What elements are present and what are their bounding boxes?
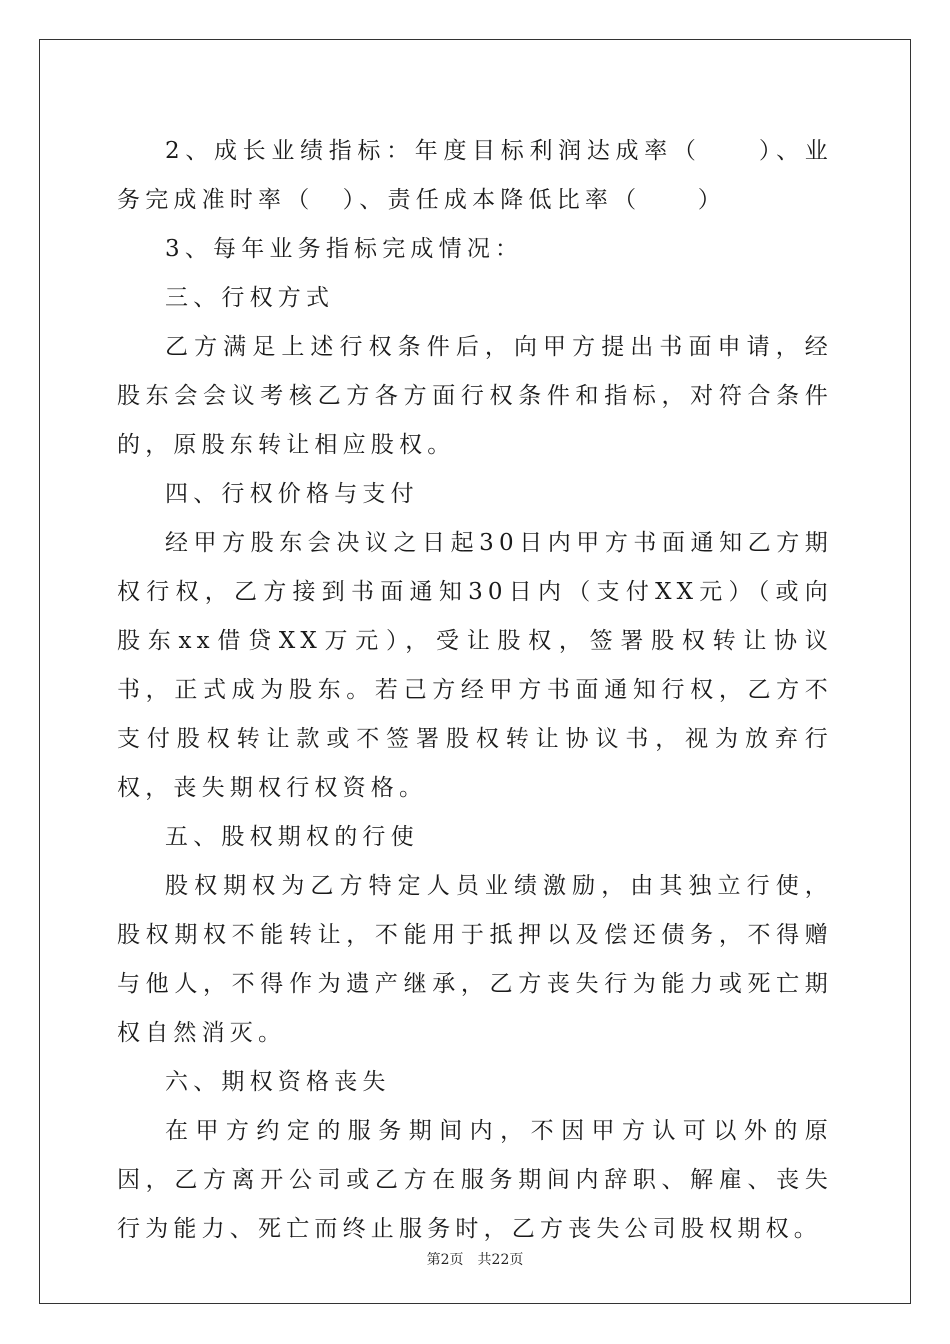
paragraph-exercise-method: 乙方满足上述行权条件后，向甲方提出书面申请，经股东会会议考核乙方各方面行权条件和指标，对符合条件的，原股东转让相应股权。	[117, 334, 833, 458]
paragraph-option-forfeiture: 在甲方约定的服务期间内，不因甲方认可以外的原因，乙方离开公司或乙方在服务期间内辞职、解雇、丧失行为能力、死亡而终止服务时，乙方丧失公司股权期权。	[117, 1118, 833, 1242]
paragraph-growth-metrics: 2、成长业绩指标：年度目标利润达成率（ ）、业务完成准时率（ ）、责任成本降低比率（ ）	[117, 138, 833, 213]
heading-option-forfeiture: 六、期权资格丧失	[165, 1069, 391, 1095]
heading-exercise-price-payment: 四、行权价格与支付	[165, 481, 419, 507]
paragraph-exercise-price-payment: 经甲方股东会决议之日起30日内甲方书面通知乙方期权行权，乙方接到书面通知30日内（支付XX元）（或向股东xx借贷XX万元），受让股权，签署股权转让协议书，正式成为股东。若己方经甲方书面通知行权，乙方不支付股权转让款或不签署股权转让协议书，视为放弃行权，丧失期权行权资格。	[117, 530, 833, 801]
heading-exercise-method: 三、行权方式	[165, 285, 335, 311]
paragraph-option-exercise: 股权期权为乙方特定人员业绩激励，由其独立行使，股权期权不能转让，不能用于抵押以及偿还债务，不得赠与他人，不得作为遗产继承，乙方丧失行为能力或死亡期权自然消灭。	[117, 873, 833, 1046]
paragraph-annual-business-metrics: 3、每年业务指标完成情况：	[165, 236, 524, 262]
heading-option-exercise: 五、股权期权的行使	[165, 824, 419, 850]
page-number-footer: 第2页 共22页	[426, 1252, 524, 1268]
document-body	[117, 127, 833, 1254]
